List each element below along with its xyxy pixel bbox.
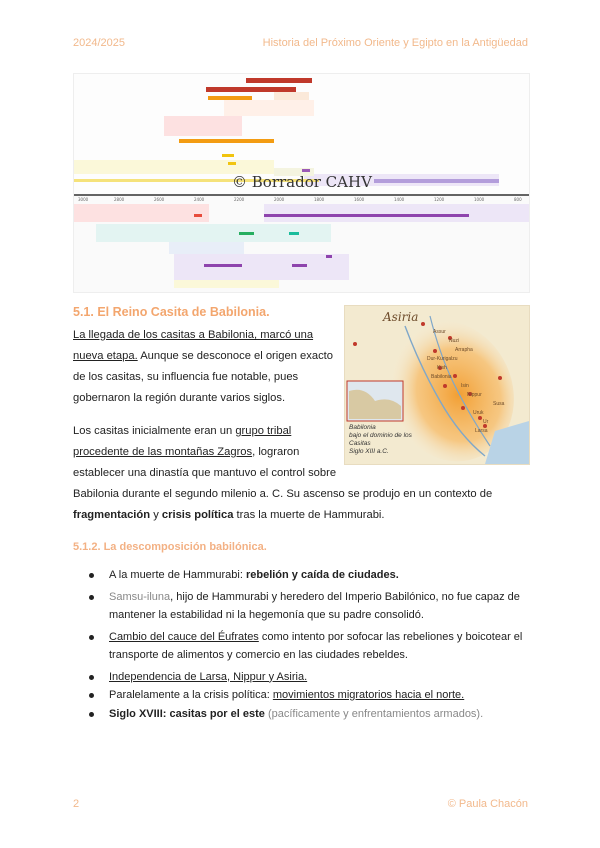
casite-map	[344, 305, 530, 465]
bullet-list	[73, 566, 533, 723]
map-legend-line-2: bajo el dominio de los	[349, 432, 412, 439]
svg-text:2400: 2400	[194, 197, 205, 202]
footer-author: © Paula Chacón	[447, 798, 528, 810]
p2-bold-2: crisis política	[161, 509, 234, 521]
map-city-9: Uruk	[473, 410, 484, 416]
b6-text: (pacíficamente y enfrentamientos armados).	[264, 707, 484, 720]
map-city-0: Assur	[433, 329, 446, 335]
p1-line-3: de los casitas, su influencia fue notable, pues	[73, 371, 299, 383]
p2-bold-1: fragmentación	[73, 509, 151, 521]
map-legend	[349, 424, 412, 456]
b1-bold: rebelión y caída de ciudades.	[245, 569, 399, 581]
p2-line-2u: procedente de las montañas Zagros	[73, 446, 253, 458]
list-item	[73, 705, 533, 724]
svg-text:800: 800	[514, 197, 522, 202]
map-region-label: Asiria	[383, 310, 419, 324]
list-item	[73, 588, 533, 625]
b5-text: Paralelamente a la crisis política:	[109, 689, 273, 701]
map-city-2: Arrapha	[455, 347, 473, 353]
b2-text: , hijo de Hammurabi y heredero del Imperio Babilónico, no fue capaz de	[170, 590, 520, 603]
map-cities	[427, 328, 504, 436]
p1-underline-1: La llegada de los casitas a Babilonia, marcó una	[73, 329, 314, 341]
timeline-figure	[73, 73, 530, 293]
list-item	[73, 668, 533, 687]
map-legend-line-4: Siglo XIII a.C.	[349, 448, 389, 455]
b3-text-2: transporte de alimentos y comercio en las ciudades rebeldes.	[109, 649, 408, 661]
map-city-7: Nippur	[467, 392, 482, 398]
paragraph-1	[73, 325, 343, 409]
b2-text-2: mantener la estabilidad ni la hegemonía que su padre consolidó.	[109, 609, 424, 621]
p2-line-2b: , lograron	[252, 446, 300, 458]
footer-page-number: 2	[73, 798, 80, 810]
map-city-8: Susa	[493, 401, 505, 407]
svg-text:2800: 2800	[114, 197, 125, 202]
svg-text:2000: 2000	[274, 197, 285, 202]
map-city-5: Babilonia	[431, 374, 452, 380]
b3-text: como intento por sofocar las rebeliones y boicotear el	[258, 630, 523, 643]
svg-text:2200: 2200	[234, 197, 245, 202]
map-city-1: Nuzi	[449, 338, 460, 344]
map-legend-line-1: Babilonia	[349, 424, 376, 431]
b4-underline: Independencia de Larsa, Nippur y Asiria.	[109, 670, 308, 683]
header-course: Historia del Próximo Oriente y Egipto en la Antigüedad	[262, 37, 528, 49]
watermark: © Borrador CAHV	[232, 173, 372, 191]
p2-mid: y	[150, 509, 162, 521]
svg-text:1000: 1000	[474, 197, 485, 202]
p1-underline-2: nueva etapa.	[73, 350, 138, 362]
b6-bold: Siglo XVIII: casitas por el este	[109, 707, 265, 720]
list-item	[73, 628, 533, 665]
list-item	[73, 686, 533, 705]
svg-text:1200: 1200	[434, 197, 445, 202]
header-year: 2024/2025	[73, 37, 125, 49]
p1-text-1: Aunque se desconoce el origen exacto	[137, 350, 334, 362]
p2-line-1u: grupo tribal	[235, 425, 292, 437]
p2-end: tras la muerte de Hammurabi.	[233, 509, 385, 521]
map-city-3: Dur-Kurigalzu	[427, 356, 458, 362]
map-legend-line-3: Casitas	[349, 440, 371, 447]
svg-text:2600: 2600	[154, 197, 165, 202]
svg-text:1600: 1600	[354, 197, 365, 202]
svg-text:1400: 1400	[394, 197, 405, 202]
p2-line-4: Babilonia durante el segundo milenio a. C. Su ascenso se produjo en un contexto de	[73, 488, 493, 500]
p2-line-1a: Los casitas inicialmente eran un	[73, 425, 236, 437]
subsection-title: 5.1.2. La descomposición babilónica.	[73, 541, 267, 553]
p2-line-3: establecer una dinastía que mantuvo el control sobre	[73, 467, 337, 479]
b3-underline: Cambio del cauce del Éufrates	[109, 630, 259, 643]
b1-text: A la muerte de Hammurabi:	[109, 569, 246, 581]
b2-name: Samsu-iluna	[109, 590, 171, 603]
list-item	[73, 566, 533, 585]
map-city-6: Isin	[461, 383, 469, 389]
svg-text:1800: 1800	[314, 197, 325, 202]
map-city-11: Larsa	[475, 428, 488, 434]
svg-text:3000: 3000	[78, 197, 89, 202]
b5-underline: movimientos migratorios hacia el norte.	[272, 689, 465, 701]
map-city-10: Ur	[483, 419, 489, 425]
section-title: 5.1. El Reino Casita de Babilonia.	[73, 305, 270, 319]
map-city-4: Kish	[437, 365, 447, 371]
p1-line-4: gobernaron la región durante varios siglos.	[73, 392, 286, 404]
